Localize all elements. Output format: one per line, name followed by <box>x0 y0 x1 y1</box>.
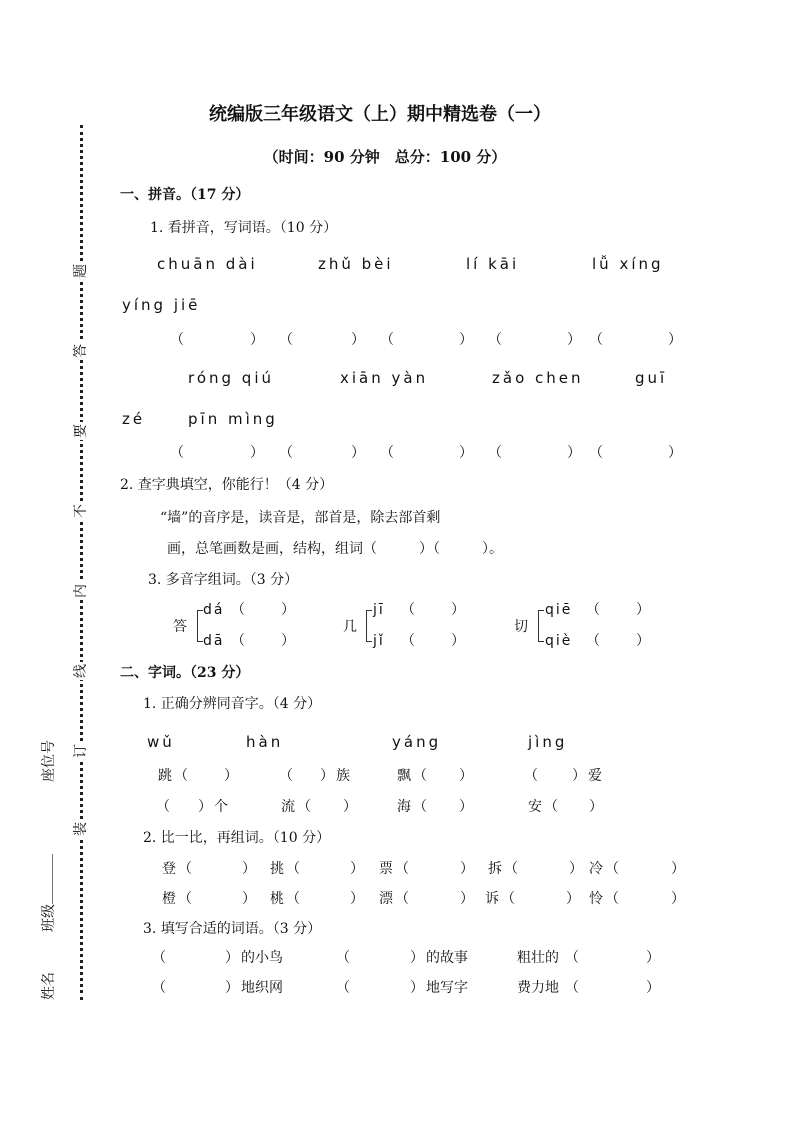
close-paren: ） <box>459 768 473 784</box>
hanzi: 流 <box>281 799 295 815</box>
open-paren: （ <box>395 891 409 907</box>
close-paren: ） <box>343 799 357 815</box>
open-paren: （ <box>395 861 409 877</box>
seal-char: 答 <box>73 344 89 358</box>
open-paren: （ <box>413 768 427 784</box>
question-text: “墙”的音序是，读音是，部首是，除去部首剩 <box>160 510 441 526</box>
pinyin: lí kāi <box>466 255 520 273</box>
open-paren: （ <box>504 861 518 877</box>
hanzi: 飘 <box>397 768 411 784</box>
hanzi: 个 <box>214 799 228 815</box>
page-title: 统编版三年级语文（上）期中精选卷（一） <box>209 104 551 125</box>
open-paren: （ <box>501 891 515 907</box>
hanzi: 登 <box>162 861 176 877</box>
reading: qiè <box>545 633 573 649</box>
class-field[interactable] <box>38 854 58 932</box>
open-paren: （ <box>401 602 415 618</box>
close-paren: ） <box>459 799 473 815</box>
polyphone-char: 切 <box>514 619 528 635</box>
open-paren: （ <box>380 445 394 461</box>
open-paren: （ <box>586 602 600 618</box>
seal-char: 要 <box>73 424 89 438</box>
pinyin: zǎo chen <box>492 369 584 387</box>
pinyin: xiān yàn <box>340 369 429 387</box>
close-paren: ） <box>281 602 295 618</box>
open-paren: （ <box>605 891 619 907</box>
close-paren: ） <box>567 332 581 348</box>
close-paren: ） <box>351 445 365 461</box>
open-paren: （ <box>413 799 427 815</box>
close-paren: ） <box>566 891 580 907</box>
open-paren: （ <box>170 445 184 461</box>
seat-number-label: 座位号 <box>41 740 57 782</box>
close-paren: ） <box>451 633 465 649</box>
close-paren: ） <box>242 891 256 907</box>
pinyin: hàn <box>246 733 284 751</box>
binding-dotted-line <box>80 125 83 1000</box>
close-paren: ） <box>198 799 212 815</box>
close-paren: ） <box>242 861 256 877</box>
open-paren: （ <box>297 799 311 815</box>
question-label: 3. 多音字组词。（3 分） <box>148 572 299 588</box>
hanzi: 安 <box>528 799 542 815</box>
hanzi: 拆 <box>488 861 502 877</box>
pinyin: wǔ <box>147 733 175 751</box>
question-label: 2. 查字典填空，你能行！（4 分） <box>120 477 334 493</box>
pinyin: zhǔ bèi <box>318 255 394 273</box>
class-blank[interactable] <box>40 854 53 904</box>
hanzi: 冷 <box>589 861 603 877</box>
close-paren: ） <box>225 980 239 996</box>
close-paren: ） <box>646 950 660 966</box>
phrase: 粗壮的 <box>517 950 559 966</box>
close-paren: ） <box>250 332 264 348</box>
close-paren: ） <box>351 332 365 348</box>
hanzi: 桃 <box>270 891 284 907</box>
open-paren: （ <box>152 950 166 966</box>
close-paren: ） <box>572 768 586 784</box>
close-paren: ） <box>668 332 682 348</box>
phrase: 地写字 <box>426 980 468 996</box>
polyphone-char: 答 <box>173 619 187 635</box>
reading: jǐ <box>373 633 385 649</box>
open-paren: （ <box>380 332 394 348</box>
open-paren: （ <box>279 332 293 348</box>
close-paren: ） <box>320 768 334 784</box>
question-label: 3. 填写合适的词语。（3 分） <box>143 921 322 937</box>
pinyin: jìng <box>528 733 568 751</box>
open-paren: （ <box>488 332 502 348</box>
close-paren: ） <box>451 602 465 618</box>
hanzi: 挑 <box>270 861 284 877</box>
class-label: 班级 <box>41 904 57 932</box>
seal-char: 线 <box>73 664 89 678</box>
open-paren: （ <box>178 891 192 907</box>
close-paren: ） <box>459 445 473 461</box>
open-paren: （ <box>336 950 350 966</box>
phrase: 费力地 <box>517 980 559 996</box>
hanzi: 怜 <box>589 891 603 907</box>
hanzi: 票 <box>379 861 393 877</box>
close-paren: ） <box>589 799 603 815</box>
close-paren: ） <box>460 891 474 907</box>
seal-char: 装 <box>73 822 89 836</box>
open-paren: （ <box>336 980 350 996</box>
phrase: 的故事 <box>426 950 468 966</box>
close-paren: ） <box>281 633 295 649</box>
open-paren: （ <box>231 602 245 618</box>
open-paren: （ <box>565 980 579 996</box>
close-paren: ） <box>671 891 685 907</box>
reading: dā <box>203 633 225 649</box>
open-paren: （ <box>286 861 300 877</box>
hanzi: 族 <box>336 768 350 784</box>
reading: dá <box>203 602 225 618</box>
seal-char: 订 <box>73 744 89 758</box>
open-paren: （ <box>231 633 245 649</box>
hanzi: 橙 <box>162 891 176 907</box>
hanzi: 爱 <box>588 768 602 784</box>
close-paren: ） <box>224 768 238 784</box>
close-paren: ） <box>250 445 264 461</box>
open-paren: （ <box>279 445 293 461</box>
pinyin: chuān dài <box>157 255 258 273</box>
phrase: 地织网 <box>241 980 283 996</box>
question-label: 2. 比一比，再组词。（10 分） <box>143 830 331 846</box>
open-paren: （ <box>174 768 188 784</box>
pinyin: zé <box>122 410 146 428</box>
hanzi: 漂 <box>379 891 393 907</box>
close-paren: ） <box>671 861 685 877</box>
close-paren: ） <box>646 980 660 996</box>
hanzi: 跳 <box>158 768 172 784</box>
seal-char: 内 <box>73 584 89 598</box>
question-label: 1. 正确分辨同音字。（4 分） <box>143 696 322 712</box>
pinyin: róng qiú <box>188 369 275 387</box>
pinyin: pīn mìng <box>188 410 278 428</box>
open-paren: （ <box>156 799 170 815</box>
hanzi: 诉 <box>485 891 499 907</box>
section-heading: 二、字词。（23 分） <box>120 665 250 681</box>
close-paren: ） <box>225 950 239 966</box>
open-paren: （ <box>279 768 293 784</box>
question-text[interactable]: 画，总笔画数是画，结构，组词（ ）（ ）。 <box>167 541 503 557</box>
open-paren: （ <box>605 861 619 877</box>
close-paren: ） <box>567 445 581 461</box>
pinyin: yíng jiē <box>122 296 201 314</box>
seal-char: 不 <box>73 504 89 518</box>
open-paren: （ <box>586 633 600 649</box>
open-paren: （ <box>524 768 538 784</box>
seal-char: 题 <box>73 264 89 278</box>
question-label: 1. 看拼音，写词语。（10 分） <box>150 220 338 236</box>
reading: qiē <box>545 602 573 618</box>
pinyin: guī <box>635 369 668 387</box>
close-paren: ） <box>460 861 474 877</box>
name-label: 姓名 <box>41 972 57 1000</box>
open-paren: （ <box>286 891 300 907</box>
close-paren: ） <box>459 332 473 348</box>
brace-icon <box>538 610 544 642</box>
close-paren: ） <box>350 861 364 877</box>
pinyin: lǚ xíng <box>592 255 664 273</box>
open-paren: （ <box>152 980 166 996</box>
pinyin: yáng <box>392 733 442 751</box>
open-paren: （ <box>401 633 415 649</box>
open-paren: （ <box>565 950 579 966</box>
close-paren: ） <box>569 861 583 877</box>
open-paren: （ <box>544 799 558 815</box>
close-paren: ） <box>636 602 650 618</box>
open-paren: （ <box>589 332 603 348</box>
open-paren: （ <box>488 445 502 461</box>
open-paren: （ <box>589 445 603 461</box>
close-paren: ） <box>350 891 364 907</box>
section-heading: 一、拼音。（17 分） <box>120 187 250 203</box>
hanzi: 海 <box>397 799 411 815</box>
phrase: 的小鸟 <box>241 950 283 966</box>
open-paren: （ <box>178 861 192 877</box>
polyphone-char: 几 <box>343 619 357 635</box>
close-paren: ） <box>410 980 424 996</box>
brace-icon <box>366 610 372 642</box>
close-paren: ） <box>636 633 650 649</box>
close-paren: ） <box>410 950 424 966</box>
exam-info: （时间：90 分钟 总分：100 分） <box>263 148 507 166</box>
open-paren: （ <box>170 332 184 348</box>
close-paren: ） <box>668 445 682 461</box>
reading: jī <box>373 602 385 618</box>
